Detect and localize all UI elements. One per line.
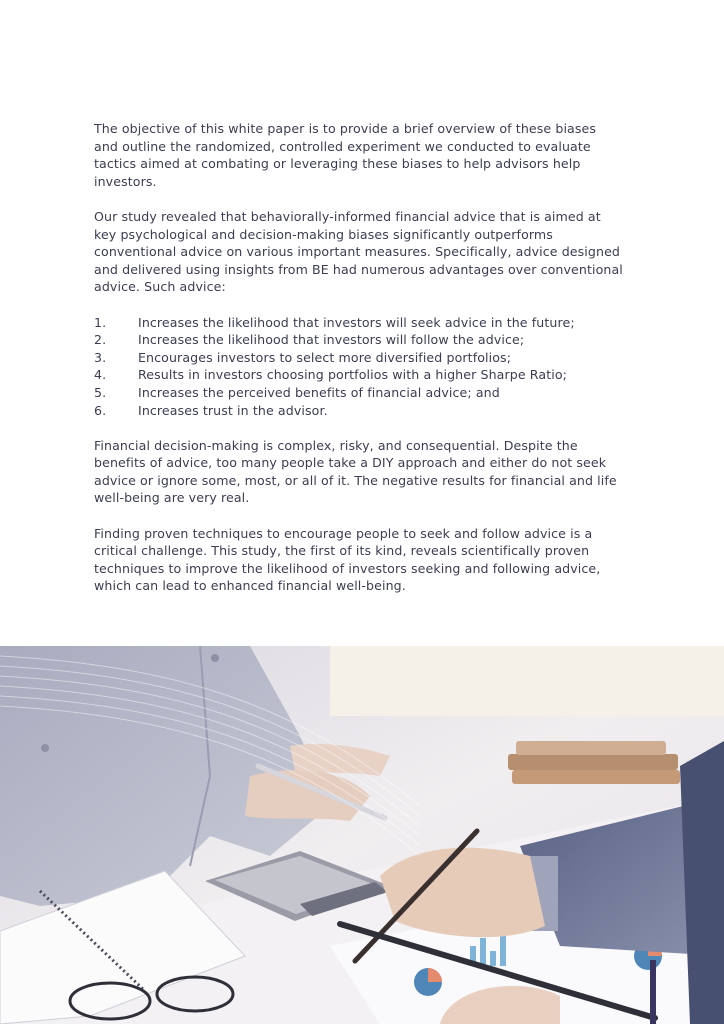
list-number: 4. — [94, 367, 107, 383]
paragraph-study-findings: Our study revealed that behaviorally-informed financial advice that is aimed at key psychological and decision-making biases significantly outperforms conventional advice on various important measures. Specifically, advice designed and delivered using insights from BE had numerous advantages over conventional advice. Such advice: — [94, 208, 623, 295]
list-item — [94, 366, 624, 384]
list-number: 6. — [94, 402, 107, 418]
list-number: 1. — [94, 314, 107, 330]
list-item — [94, 331, 624, 349]
advice-benefits-list — [94, 314, 624, 420]
list-item — [94, 402, 624, 420]
advisor-meeting-photo — [0, 646, 724, 1024]
list-item — [94, 314, 624, 332]
list-number: 3. — [94, 349, 107, 365]
list-number: 5. — [94, 384, 107, 400]
list-text: Increases the likelihood that investors will seek advice in the future; — [138, 314, 575, 330]
list-text: Increases the perceived benefits of financial advice; and — [138, 384, 500, 400]
list-number: 2. — [94, 332, 107, 348]
paragraph-decision-making: Financial decision-making is complex, risky, and consequential. Despite the benefits of advice, too many people take a DIY approach and either do not seek advice or ignore some, most, or all of it. The negative results for financial and life well-being are very real. — [94, 437, 617, 506]
list-item — [94, 349, 624, 367]
list-text: Encourages investors to select more diversified portfolios; — [138, 349, 512, 365]
list-text: Results in investors choosing portfolios with a higher Sharpe Ratio; — [138, 367, 567, 383]
paragraph-proven-techniques: Finding proven techniques to encourage people to seek and follow advice is a critical challenge. This study, the first of its kind, reveals scientifically proven techniques to improve the likelihood of investors seeking and following advice, which can lead to enhanced financial well-being. — [94, 525, 601, 594]
body-text — [94, 120, 624, 613]
list-text: Increases trust in the advisor. — [138, 402, 328, 418]
accent-bar — [650, 960, 656, 1024]
list-text: Increases the likelihood that investors will follow the advice; — [138, 332, 525, 348]
list-item — [94, 384, 624, 402]
paragraph-objective: The objective of this white paper is to provide a brief overview of these biases and outline the randomized, controlled experiment we conducted to evaluate tactics aimed at combating or leveraging these biases to help advisors help investors. — [94, 121, 597, 189]
